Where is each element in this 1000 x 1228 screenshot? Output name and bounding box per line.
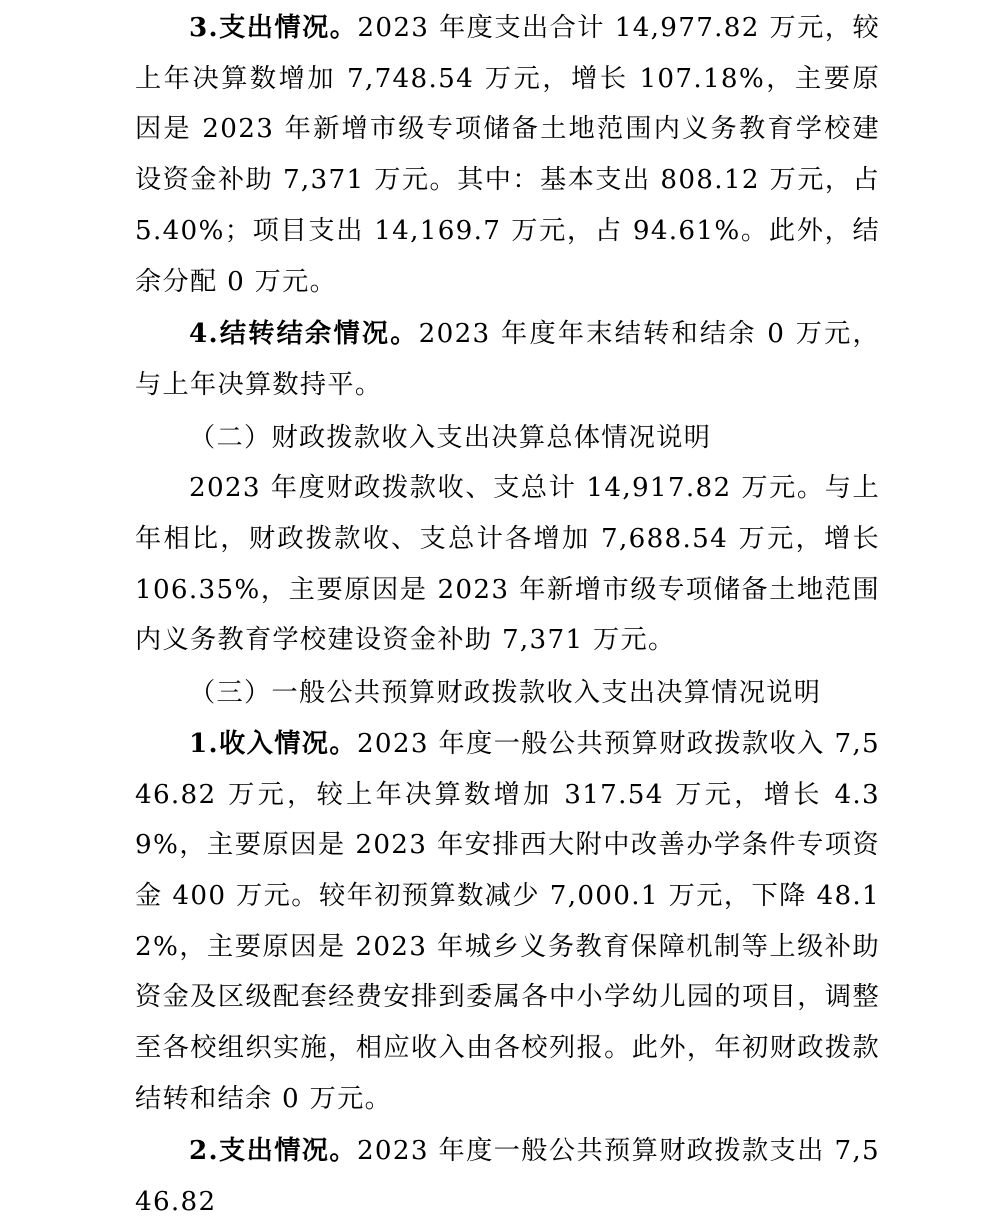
general-income-paragraph (135, 719, 880, 1125)
general-income-text: 2023 年度一般公共预算财政拨款收入 7,546.82 万元，较上年决算数增加 317.54 万元，增长 4.39%，主要原因是 2023 年安排西大附中改善办学条件专项资金 400 万元。较年初预算数减少 7,000.1 万元，下降 48.12%，主要原因是 2023 年城乡义务教育保障机制等上级补助资金及区级配套经费安排到委属各中小学幼儿园的项目，调整至各校组织实施，相应收入由各校列报。此外，年初财政拨款结转和结余 0 万元。 (135, 728, 880, 1114)
expense-text: 2023 年度支出合计 14,977.82 万元，较上年决算数增加 7,748.54 万元，增长 107.18%，主要原因是 2023 年新增市级专项储备土地范围内义务教育学校建设资金补助 7,371 万元。其中：基本支出 808.12 万元，占 5.40%；项目支出 14,169.7 万元，占 94.61%。此外，结余分配 0 万元。 (135, 13, 880, 297)
document-page (135, 0, 880, 1228)
expense-paragraph (135, 3, 880, 307)
general-expense-lead: 2.支出情况。 (189, 1135, 357, 1167)
general-expense-text: 2023 年度一般公共预算财政拨款支出 7,546.82 (135, 1136, 880, 1218)
section-heading-fiscal-overall: （二）财政拨款收入支出决算总体情况说明 (189, 422, 712, 453)
carryover-paragraph (135, 309, 880, 410)
expense-lead: 3.支出情况。 (189, 12, 358, 43)
carryover-lead: 4.结转结余情况。 (189, 318, 419, 350)
general-expense-paragraph (135, 1126, 880, 1227)
fiscal-overall-paragraph: 2023 年度财政拨款收、支总计 14,917.82 万元。与上年相比，财政拨款收、支总计各增加 7,688.54 万元，增长 106.35%，主要原因是 2023 年新增市级专项储备土地范围内义务教育学校建设资金补助 7,371 万元。 (135, 473, 880, 656)
carryover-text: 2023 年度年末结转和结余 0 万元，与上年决算数持平。 (135, 319, 880, 400)
section-heading-general-budget: （三）一般公共预算财政拨款收入支出决算情况说明 (189, 678, 822, 709)
general-income-lead: 1.收入情况。 (189, 727, 357, 759)
